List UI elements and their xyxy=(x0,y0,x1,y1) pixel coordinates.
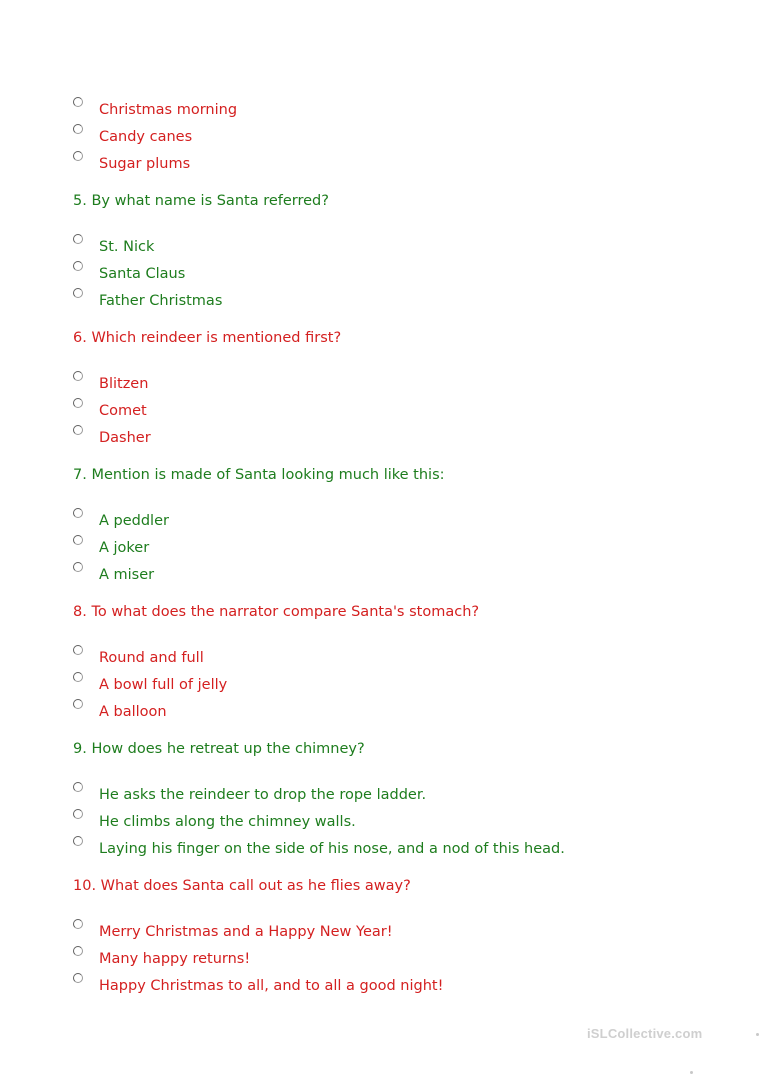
radio-button-icon[interactable] xyxy=(73,371,83,381)
option-label: Happy Christmas to all, and to all a good night! xyxy=(99,978,444,994)
radio-button-icon[interactable] xyxy=(73,699,83,709)
radio-button-icon[interactable] xyxy=(73,672,83,682)
option-label: Laying his finger on the side of his nose, and a nod of this head. xyxy=(99,841,565,857)
option-label: Comet xyxy=(99,403,147,419)
option-label: Round and full xyxy=(99,650,204,666)
radio-button-icon[interactable] xyxy=(73,562,83,572)
question-8: 8. To what does the narrator compare Santa's stomach? xyxy=(73,604,480,620)
radio-button-icon[interactable] xyxy=(73,919,83,929)
option-label: Many happy returns! xyxy=(99,951,251,967)
radio-button-icon[interactable] xyxy=(73,425,83,435)
option-label: Candy canes xyxy=(99,129,193,145)
option-label: A miser xyxy=(99,567,155,583)
question-7: 7. Mention is made of Santa looking much like this: xyxy=(73,467,445,483)
option-label: He climbs along the chimney walls. xyxy=(99,814,356,830)
option-label: Santa Claus xyxy=(99,266,186,282)
radio-button-icon[interactable] xyxy=(73,151,83,161)
radio-button-icon[interactable] xyxy=(73,535,83,545)
decorative-dot-icon xyxy=(756,1033,759,1036)
question-9: 9. How does he retreat up the chimney? xyxy=(73,741,365,757)
option-label: He asks the reindeer to drop the rope ladder. xyxy=(99,787,427,803)
question-6: 6. Which reindeer is mentioned first? xyxy=(73,330,342,346)
radio-button-icon[interactable] xyxy=(73,288,83,298)
option-label: Christmas morning xyxy=(99,102,238,118)
radio-button-icon[interactable] xyxy=(73,946,83,956)
watermark-logo: iSLCollective.com xyxy=(587,1026,703,1041)
radio-button-icon[interactable] xyxy=(73,809,83,819)
radio-button-icon[interactable] xyxy=(73,97,83,107)
option-label: Sugar plums xyxy=(99,156,191,172)
radio-button-icon[interactable] xyxy=(73,261,83,271)
radio-button-icon[interactable] xyxy=(73,973,83,983)
radio-button-icon[interactable] xyxy=(73,124,83,134)
option-label: St. Nick xyxy=(99,239,155,255)
decorative-dot-icon xyxy=(690,1071,693,1074)
option-label: Dasher xyxy=(99,430,151,446)
option-label: A balloon xyxy=(99,704,167,720)
option-label: A joker xyxy=(99,540,150,556)
radio-button-icon[interactable] xyxy=(73,836,83,846)
option-label: A bowl full of jelly xyxy=(99,677,228,693)
question-10: 10. What does Santa call out as he flies away? xyxy=(73,878,411,894)
option-label: A peddler xyxy=(99,513,169,529)
radio-button-icon[interactable] xyxy=(73,645,83,655)
option-label: Blitzen xyxy=(99,376,149,392)
radio-button-icon[interactable] xyxy=(73,398,83,408)
option-label: Merry Christmas and a Happy New Year! xyxy=(99,924,393,940)
radio-button-icon[interactable] xyxy=(73,508,83,518)
radio-button-icon[interactable] xyxy=(73,782,83,792)
option-label: Father Christmas xyxy=(99,293,223,309)
question-5: 5. By what name is Santa referred? xyxy=(73,193,329,209)
radio-button-icon[interactable] xyxy=(73,234,83,244)
